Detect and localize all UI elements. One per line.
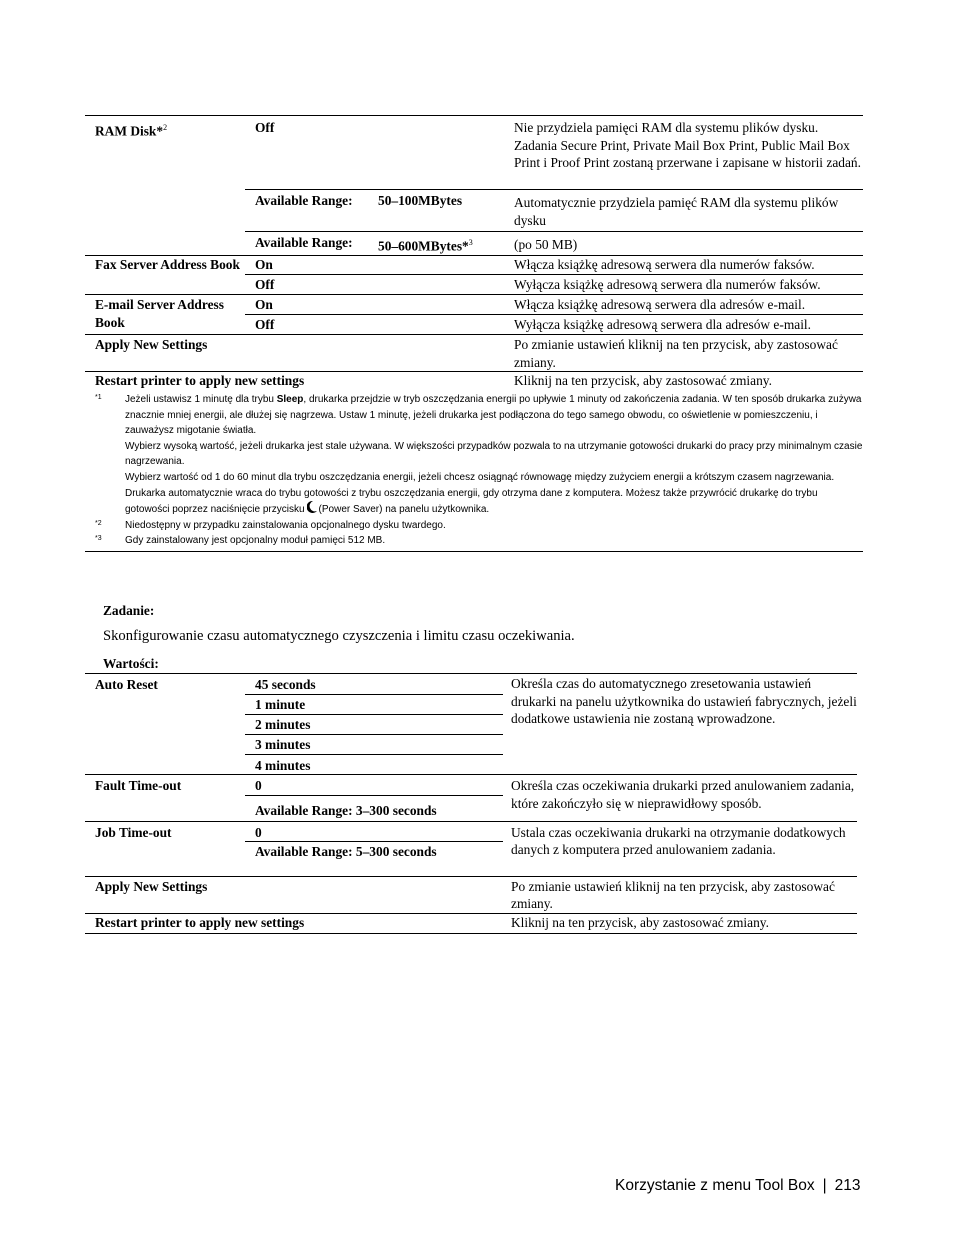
fax-off-desc: Wyłącza książkę adresową serwera dla numerów faksów. [514,277,821,292]
ram-disk-off-desc: Nie przydziela pamięci RAM dla systemu plików dysku. Zadania Secure Print, Private Mail Box Print, Public Mail Box Print i Proof Print zostaną przerwane i zapisane w historii zadań. [509,116,863,190]
fax-off-option: Off [255,277,275,292]
footnote-1: *1 Jeżeli ustawisz 1 minutę dla trybu Sleep, drukarka przejdzie w tryb oszczędzania energii po upływie 1 minuty od zakończenia zadania. W ten sposób drukarka zużywa znacznie mniej energii, ale dłużej się nagrzewa. Ustaw 1 minutę, jeżeli drukarka jest podłączona do tego samego obwodu, co oświetlenie w pomieszczeniu, i zauważysz migotanie światła. Wybierz wysoką wartość, jeżeli drukarka jest stale używana. W większości przypadków pozwala to na utrzymanie gotowości drukarki do pracy przy minimalnym czasie nagrzewania. Wybierz wartość od 1 do 60 minut dla trybu oszczędzania energii, jeżeli chcesz osiągnąć równowagę między zużyciem energii a krótszym czasem nagrzewania. Drukarka automatycznie wraca do trybu gotowości z trybu oszczędzania energii, gdy otrzyma dane z komputera. Możesz także przywrócić drukarkę do trybu gotowości poprzez naciśnięcie przycisku (Power Saver) na panelu użytkownika. [85,392,863,518]
apply-new-settings-button[interactable]: Apply New Settings [85,876,503,913]
fax-server-label: Fax Server Address Book [85,256,245,295]
email-off-option: Off [255,317,275,332]
apply-desc: Po zmianie ustawień kliknij na ten przycisk, aby zastosować zmiany. [509,335,863,372]
restart-printer-button[interactable]: Restart printer to apply new settings [85,913,503,933]
task-text: Skonfigurowanie czasu automatycznego czyszczenia i limitu czasu oczekiwania. [103,628,575,644]
power-saver-icon [307,501,317,513]
job-timeout-value: 0 [245,821,503,842]
fault-timeout-value: 0 [245,775,503,796]
range-value: 50–100MBytes [378,190,509,232]
table-row [85,876,857,913]
job-timeout-desc: Ustala czas oczekiwania drukarki na otrzymanie dodatkowych danych z komputera przed anulowaniem zadania. [503,821,857,876]
auto-reset-option: 45 seconds [245,674,503,695]
table-row [85,335,863,372]
table-row [85,913,857,933]
footnote-mark: *3 [95,535,102,543]
fault-timeout-range: Available Range: 3–300 seconds [255,802,437,818]
table-row [85,116,863,190]
range-value: 50–600MBytes*$^3$ [378,238,473,254]
fault-timeout-desc: Określa czas oczekiwania drukarki przed anulowaniem zadania, które zakończyło się w nieprawidłowy sposób. [503,775,857,822]
auto-reset-option: 2 minutes [245,714,503,734]
ram-disk-off-option: Off [245,116,509,190]
footer-separator: | [822,1177,827,1194]
auto-reset-option: 4 minutes [255,757,311,773]
settings-table-bottom [85,673,857,934]
email-off-desc: Wyłącza książkę adresową serwera dla adresów e-mail. [514,317,811,332]
range-label: Available Range: [245,190,378,232]
apply-desc: Po zmianie ustawień kliknij na ten przycisk, aby zastosować zmiany. [503,876,857,913]
fax-on-option: On [245,256,509,275]
auto-reset-option: 1 minute [245,694,503,714]
footnote-2: *2 Niedostępny w przypadku zainstalowania opcjonalnego dysku twardego. [85,518,863,534]
restart-desc: Kliknij na ten przycisk, aby zastosować zmiany. [509,372,863,391]
apply-new-settings-button[interactable]: Apply New Settings [85,335,509,372]
footnotes [85,392,863,552]
settings-table-top [85,115,863,390]
range-desc: (po 50 MB) [514,237,578,252]
fault-timeout-label: Fault Time-out [85,775,245,822]
restart-printer-button[interactable]: Restart printer to apply new settings [85,372,509,391]
table-row [85,295,863,315]
job-timeout-range: Available Range: 5–300 seconds [255,844,437,859]
range-label: Available Range: [255,235,353,250]
page-footer [615,1177,861,1195]
auto-reset-desc: Określa czas do automatycznego zresetowania ustawień drukarki na panelu użytkownika do ustawień fabrycznych, jeżeli dodatkowe ustawienia nie zostaną wprowadzone. [503,674,857,775]
range-desc: Automatycznie przydziela pamięć RAM dla systemu plików dysku [509,190,863,232]
table-row [85,372,863,391]
email-server-label: E-mail Server Address Book [85,295,245,335]
email-on-option: On [245,295,509,315]
task-title: Zadanie: [103,603,155,618]
fax-on-desc: Włącza książkę adresową serwera dla numerów faksów. [509,256,863,275]
table-row [85,821,857,842]
table-row [85,674,857,695]
email-on-desc: Włącza książkę adresową serwera dla adresów e-mail. [509,295,863,315]
ram-disk-label: RAM Disk*$^2$ [85,116,245,256]
restart-desc: Kliknij na ten przycisk, aby zastosować zmiany. [503,913,857,933]
auto-reset-option: 3 minutes [245,734,503,754]
footer-text: Korzystanie z menu Tool Box [615,1177,815,1194]
table-row [85,775,857,796]
footnote-3: *3 Gdy zainstalowany jest opcjonalny moduł pamięci 512 MB. [85,533,863,549]
job-timeout-label: Job Time-out [85,821,245,876]
page-number: 213 [834,1177,861,1194]
values-title: Wartości: [103,656,159,671]
auto-reset-label: Auto Reset [85,674,245,775]
footnote-mark: *2 [95,519,102,527]
footnote-mark: *1 [95,394,102,401]
table-row [85,256,863,275]
